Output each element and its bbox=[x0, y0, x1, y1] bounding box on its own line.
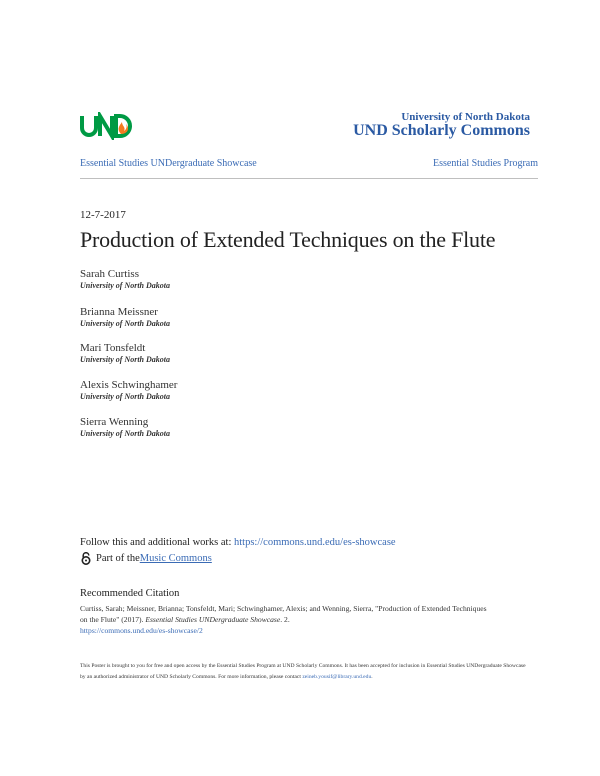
citation-text bbox=[80, 603, 528, 636]
citation-line-2-start: on the Flute" (2017). bbox=[80, 615, 146, 624]
author-entry bbox=[80, 342, 170, 364]
publication-date: 12-7-2017 bbox=[80, 209, 126, 221]
music-commons-link[interactable]: Music Commons bbox=[139, 553, 212, 564]
document-title: Production of Extended Techniques on the Flute bbox=[80, 227, 496, 252]
part-of-prefix: Part of the bbox=[96, 553, 140, 564]
notice-text: This Poster is brought to you for free and open access by the Essential Studies Program at UND Scholarly Commons. It has been accepted for inclusion in Essential Studies UNDergraduate Showcase by an authorized administrator of UND Scholarly Commons. For more information, please contact bbox=[80, 663, 526, 680]
contact-email-link[interactable]: zeineb.yousif@library.und.edu bbox=[302, 673, 372, 680]
showcase-url-link[interactable]: https://commons.und.edu/es-showcase bbox=[234, 537, 396, 548]
author-name: Sierra Wenning bbox=[80, 416, 149, 428]
open-access-icon bbox=[80, 552, 92, 565]
access-notice bbox=[80, 661, 528, 682]
header-divider bbox=[80, 178, 538, 179]
follow-line bbox=[80, 537, 396, 548]
und-logo[interactable] bbox=[80, 112, 132, 140]
notice-suffix: . bbox=[371, 673, 373, 680]
author-entry bbox=[80, 306, 170, 328]
author-affiliation: University of North Dakota bbox=[80, 392, 170, 401]
author-affiliation: University of North Dakota bbox=[80, 281, 170, 290]
author-name: Alexis Schwinghamer bbox=[80, 379, 178, 391]
citation-line-2-end: . 2. bbox=[280, 615, 290, 624]
part-of-line bbox=[80, 552, 212, 565]
citation-journal: Essential Studies UNDergraduate Showcase bbox=[145, 615, 281, 624]
author-name: Sarah Curtiss bbox=[80, 268, 139, 280]
citation-url-link[interactable]: https://commons.und.edu/es-showcase/2 bbox=[80, 626, 203, 635]
author-affiliation: University of North Dakota bbox=[80, 319, 170, 328]
recommended-citation-heading: Recommended Citation bbox=[80, 588, 180, 599]
author-name: Brianna Meissner bbox=[80, 306, 158, 318]
university-name[interactable]: University of North Dakota bbox=[401, 111, 530, 123]
author-entry bbox=[80, 379, 177, 401]
author-entry bbox=[80, 268, 170, 290]
follow-prefix: Follow this and additional works at: bbox=[80, 537, 234, 548]
author-affiliation: University of North Dakota bbox=[80, 429, 170, 438]
author-entry bbox=[80, 416, 170, 438]
breadcrumb-program-link[interactable]: Essential Studies Program bbox=[433, 158, 538, 169]
author-name: Mari Tonsfeldt bbox=[80, 342, 146, 354]
repository-name[interactable]: UND Scholarly Commons bbox=[353, 122, 530, 139]
citation-line-1: Curtiss, Sarah; Meissner, Brianna; Tonsfeldt, Mari; Schwinghamer, Alexis; and Wenning, Sierra, "Production of Extended Techniques bbox=[80, 604, 487, 613]
breadcrumb-collection-link[interactable]: Essential Studies UNDergraduate Showcase bbox=[80, 158, 257, 169]
author-affiliation: University of North Dakota bbox=[80, 355, 170, 364]
